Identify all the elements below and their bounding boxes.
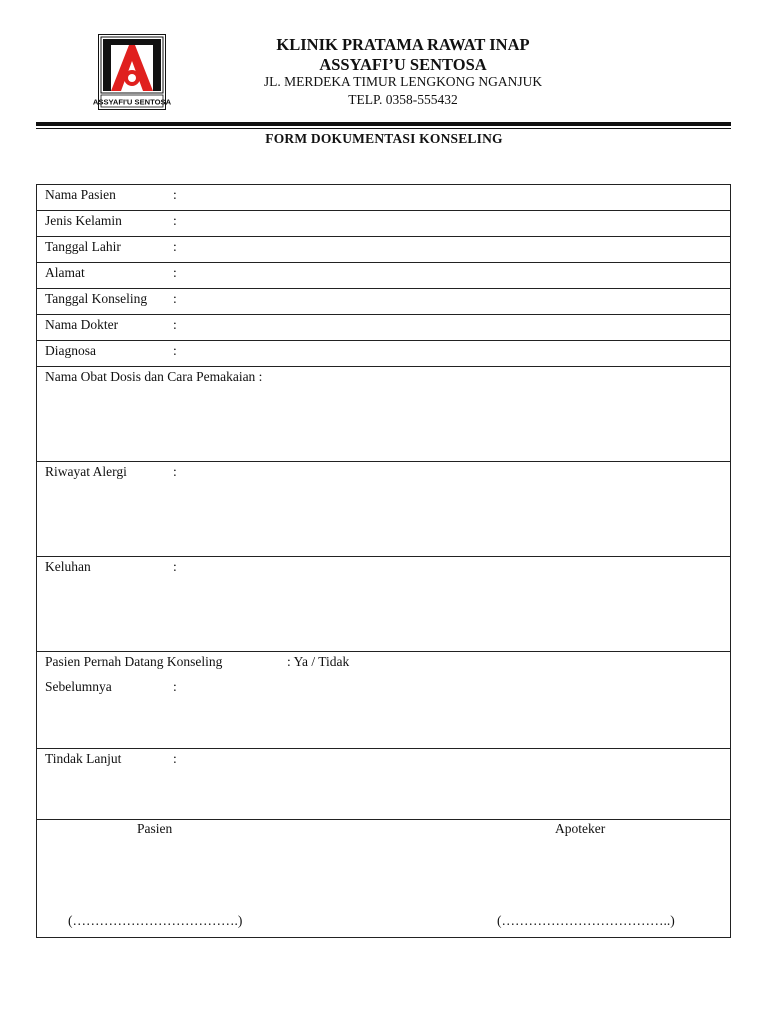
field-label-sebelumnya: Sebelumnya xyxy=(45,679,112,694)
header-rule-thick xyxy=(36,122,731,126)
field-row-nama-dokter[interactable] xyxy=(37,315,730,341)
pernah-options: : Ya / Tidak xyxy=(287,654,350,669)
field-label: Diagnosa xyxy=(45,343,96,358)
field-colon: : xyxy=(173,187,177,202)
clinic-logo xyxy=(92,34,172,110)
field-colon: : xyxy=(173,679,177,694)
field-row-tanggal-lahir[interactable] xyxy=(37,237,730,263)
clinic-phone: TELP. 0358-555432 xyxy=(348,92,458,107)
field-row-tanggal-konseling[interactable] xyxy=(37,289,730,315)
field-label: Tanggal Lahir xyxy=(45,239,121,254)
clinic-subname: ASSYAFI’U SENTOSA xyxy=(319,55,487,74)
field-label: Nama Obat Dosis dan Cara Pemakaian : xyxy=(45,369,263,384)
field-label: Pasien Pernah Datang Konseling xyxy=(45,654,223,669)
counseling-form xyxy=(36,184,731,938)
pharmacist-signature-line[interactable]: (………………………………..) xyxy=(497,913,675,928)
header-rule-thin xyxy=(36,128,731,129)
clinic-name: KLINIK PRATAMA RAWAT INAP xyxy=(276,35,530,54)
field-label: Tanggal Konseling xyxy=(45,291,148,306)
field-label: Tindak Lanjut xyxy=(45,751,122,766)
field-label: Nama Dokter xyxy=(45,317,119,332)
field-colon: : xyxy=(173,751,177,766)
field-colon: : xyxy=(173,265,177,280)
field-colon: : xyxy=(173,343,177,358)
field-colon: : xyxy=(173,291,177,306)
clinic-address: JL. MERDEKA TIMUR LENGKONG NGANJUK xyxy=(263,74,543,89)
field-colon: : xyxy=(173,559,177,574)
field-colon: : xyxy=(173,213,177,228)
patient-signature-line[interactable]: (……………………………….) xyxy=(68,913,243,928)
field-row-tindak-lanjut[interactable] xyxy=(37,749,730,820)
field-label: Riwayat Alergi xyxy=(45,464,127,479)
svg-text:ASSYAFI'U SENTOSA: ASSYAFI'U SENTOSA xyxy=(92,97,172,107)
field-row-jenis-kelamin[interactable] xyxy=(37,211,730,237)
field-row-diagnosa[interactable] xyxy=(37,341,730,367)
pharmacist-signature-label: Apoteker xyxy=(555,821,606,836)
field-label: Jenis Kelamin xyxy=(45,213,122,228)
field-colon: : xyxy=(173,317,177,332)
field-row-nama-obat[interactable] xyxy=(37,367,730,462)
field-row-nama-pasien[interactable] xyxy=(37,185,730,211)
signature-section xyxy=(37,820,730,939)
field-row-alamat[interactable] xyxy=(37,263,730,289)
field-label: Keluhan xyxy=(45,559,91,574)
field-colon: : xyxy=(173,239,177,254)
field-row-riwayat-alergi[interactable] xyxy=(37,462,730,557)
field-row-keluhan[interactable] xyxy=(37,557,730,652)
field-label: Alamat xyxy=(45,265,85,280)
field-row-pernah-konseling[interactable] xyxy=(37,652,730,749)
form-title: FORM DOKUMENTASI KONSELING xyxy=(265,131,503,146)
patient-signature-label: Pasien xyxy=(137,821,173,836)
field-label: Nama Pasien xyxy=(45,187,116,202)
field-colon: : xyxy=(173,464,177,479)
